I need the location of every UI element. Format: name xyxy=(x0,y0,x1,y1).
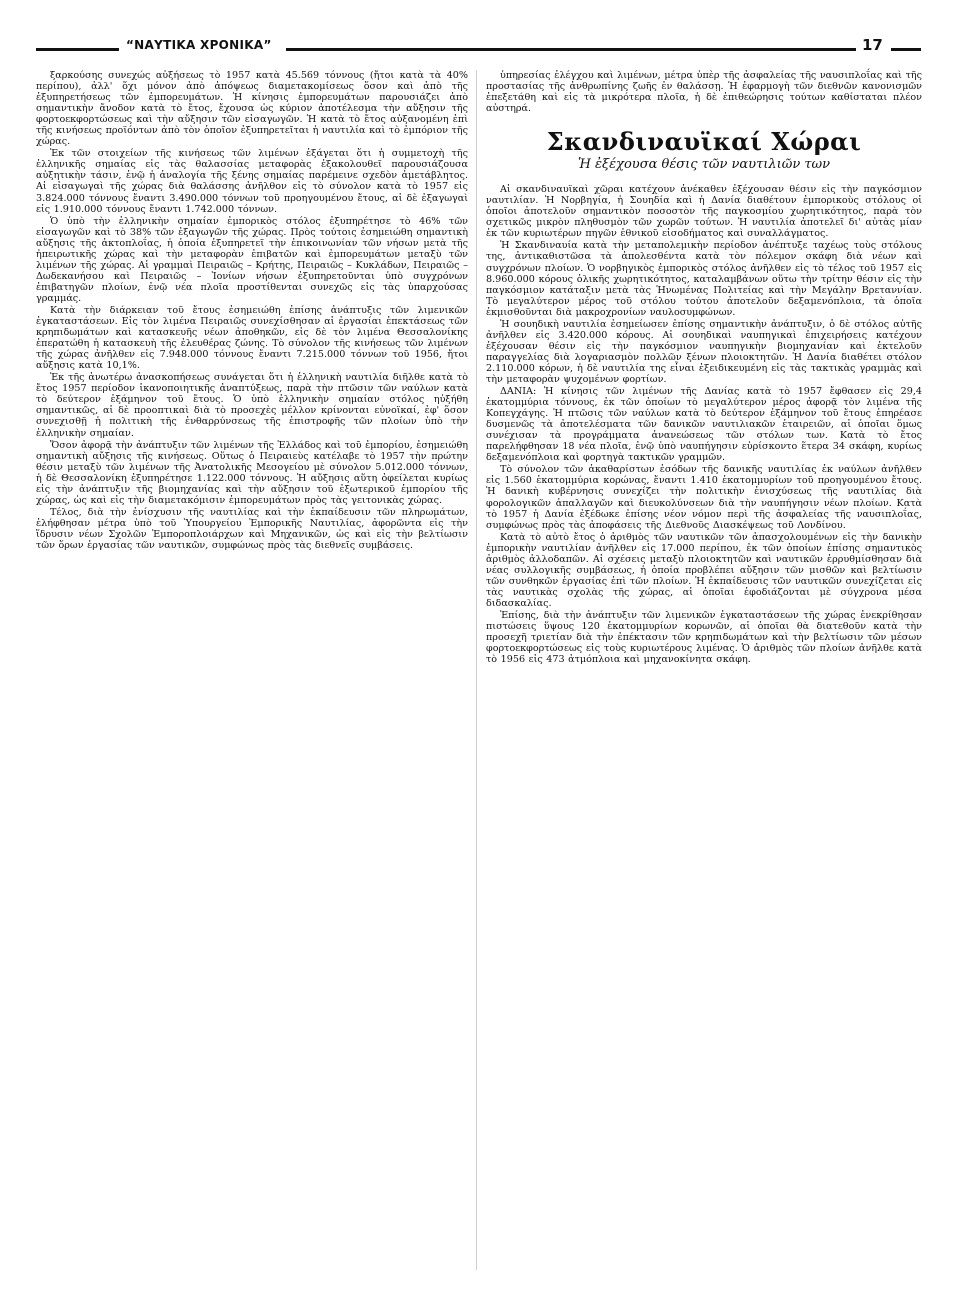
left-paragraph: Κατὰ τὴν διάρκειαν τοῦ ἔτους ἐσημειώθη ἐπίσης ἀνάπτυξις τῶν λιμενικῶν ἐγκαταστάσεων. Εἰς τὸν λιμένα Πειραιῶς συνεχίσθησαν αἱ ἐργασίαι ἐπεκτάσεως τῶν κρηπιδωμάτων καὶ κατασκευῆς νέων ἀποθηκῶν, εἰς δὲ τὸν λιμένα Θεσσαλονίκης ἐπερατώθη ἡ κατασκευὴ τῆς ἐλευθέρας ζώνης. Τὸ σύνολον τῆς κινήσεως τῶν λιμένων τῆς χώρας ἀνῆλθεν εἰς 7.948.000 τόννους ἔναντι 7.215.000 τόννων τοῦ 1956, ἤτοι αὔξησις κατὰ 10,1%. xyxy=(36,304,468,372)
left-paragraph: Ἐκ τῶν στοιχείων τῆς κινήσεως τῶν λιμένων ἐξάγεται ὅτι ἡ συμμετοχὴ τῆς ἑλληνικῆς σημαίας εἰς τὰς θαλασσίας μεταφορὰς ἐξακολουθεῖ παρουσιάζουσα αὐξητικὴν τάσιν, ἐνῷ ἡ ἀναλογία τῆς ξένης σημαίας παρέμεινε σχεδὸν ἀμετάβλητος. Αἱ εἰσαγωγαὶ τῆς χώρας διὰ θαλάσσης ἀνῆλθον εἰς τὸ σύνολον κατὰ τὸ 1957 εἰς 3.824.000 τόννους ἔναντι 3.490.000 τόννων τοῦ προηγουμένου ἔτους, αἱ δὲ ἐξαγωγαὶ εἰς 1.910.000 τόννους ἔναντι 1.742.000 τόννων. xyxy=(36,148,468,215)
left-paragraph: ξαρκούσης συνεχώς αὐξήσεως τὸ 1957 κατὰ 45.569 τόννους (ἤτοι κατὰ τὰ 40% περίπου), ἀλλ' ὅχι μόνον ἀπὸ ἀπόψεως διαμετακομίσεως ὅσον καὶ ἀπὸ τῆς ἐξυπηρετήσεως τῶν ἐμπορευμάτων. Ἡ κίνησις ἐμπορευμάτων παρουσιάζει ἀπὸ σημαντικὴν ἄνοδον κατὰ τὸ ἔτος, ἔχουσα ὡς κύριον ἀποτέλεσμα τὴν αὔξησιν τῆς φορτοεκφορτώσεως καὶ τὴν αὔξησιν τῶν εἰσαγωγῶν. Ἡ κατὰ τὸ ἔτος αὐξανομένη ἐπὶ τῆς κινήσεως προϊόντων ἀπὸ τὸν ὁποῖον ἐξυπηρετεῖται ἡ ναυτιλία καὶ τὸ ἐμπόριον τῆς χώρας. xyxy=(36,70,468,148)
left-paragraph: Ὁ ὑπὸ τὴν ἑλληνικὴν σημαίαν ἐμπορικὸς στόλος ἐξυπηρέτησε τὸ 46% τῶν εἰσαγωγῶν καὶ τὸ 38% τῶν ἐξαγωγῶν τῆς χώρας. Πρὸς τούτοις ἐσημειώθη σημαντικὴ αὔξησις τῆς ἀκτοπλοΐας, ἡ ὁποία ἐξυπηρετεῖ τὴν ἐπικοινωνίαν τῶν νήσων μετὰ τῆς ἠπειρωτικῆς χώρας καὶ τὴν μεταφορὰν ἐπιβατῶν καὶ ἐμπορευμάτων μεταξὺ τῶν λιμένων τῆς χώρας. Αἱ γραμμαὶ Πειραιῶς – Κρήτης, Πειραιῶς – Κυκλάδων, Πειραιῶς – Δωδεκανήσου καὶ Πειραιῶς – Ἰονίων νήσων ἐξυπηρετοῦνται ὑπὸ συγχρόνων ἐπιβατηγῶν πλοίων, ἐνῷ νέα πλοῖα προστίθενται συνεχῶς εἰς τὰς ὑπαρχούσας γραμμάς. xyxy=(36,215,468,304)
header-rule-right xyxy=(891,48,921,51)
section-heading xyxy=(486,128,922,174)
page-number: 17 xyxy=(862,36,883,54)
right-paragraph: Ἡ Σκανδιναυία κατὰ τὴν μεταπολεμικὴν περίοδον ἀνέπτυξε ταχέως τοὺς στόλους της, ἀντικαθιστῶσα τὰ ἀπολεσθέντα κατὰ τὸν πόλεμον σκάφη διὰ νέων καὶ συγχρόνων πλοίων. Ὁ νορβηγικὸς ἐμπορικὸς στόλος ἀνῆλθεν εἰς τὸ τέλος τοῦ 1957 εἰς 8.960.000 κόρους ὁλικῆς χωρητικότητος, καταλαμβάνων οὕτω τὴν τρίτην θέσιν εἰς τὴν παγκόσμιον κατάταξιν μετὰ τὰς Ἡνωμένας Πολιτείας καὶ τὴν Μεγάλην Βρεταννίαν. Τὸ μεγαλύτερον μέρος τοῦ στόλου τούτου ἀποτελοῦν δεξαμενόπλοια, τὰ ὁποῖα ἐκμισθοῦνται διὰ μακροχρονίων ναυλοσυμφώνων. xyxy=(486,240,922,318)
right-paragraph: Ἐπίσης, διὰ τὴν ἀνάπτυξιν τῶν λιμενικῶν ἐγκαταστάσεων τῆς χώρας ἐνεκρίθησαν πιστώσεις ὕψους 120 ἑκατομμυρίων κορωνῶν, αἱ ὁποῖαι θὰ διατεθοῦν κατὰ τὴν προσεχῆ τριετίαν διὰ τὴν ἐπέκτασιν τῶν κρηπιδωμάτων καὶ τὴν βελτίωσιν τῶν μέσων φορτοεκφορτώσεως εἰς τοὺς κυριωτέρους λιμένας. Ὁ ἀριθμὸς τῶν πλοίων ἀνῆλθε κατὰ τὸ 1956 εἰς 473 ἀτμόπλοια καὶ μηχανοκίνητα σκάφη. xyxy=(486,609,922,666)
right-paragraph: Αἱ σκανδιναυϊκαὶ χῶραι κατέχουν ἀνέκαθεν ἐξέχουσαν θέσιν εἰς τὴν παγκόσμιον ναυτιλίαν. Ἡ Νορβηγία, ἡ Σουηδία καὶ ἡ Δανία διαθέτουν ἐμπορικοὺς στόλους οἱ ὁποῖοι ἀποτελοῦν σημαντικὸν ποσοστὸν τῆς παγκοσμίου χωρητικότητος, παρὰ τὸν σχετικῶς μικρὸν πληθυσμὸν τῶν χωρῶν τούτων. Ἡ ναυτιλία ἀποτελεῖ δι' αὐτὰς μίαν ἐκ τῶν κυριωτέρων πηγῶν ἐθνικοῦ εἰσοδήματος καὶ συναλλάγματος. xyxy=(486,184,922,240)
right-paragraph: Ἡ σουηδικὴ ναυτιλία ἐσημείωσεν ἐπίσης σημαντικὴν ἀνάπτυξιν, ὁ δὲ στόλος αὐτῆς ἀνῆλθεν εἰς 3.420.000 κόρους. Αἱ σουηδικαὶ ναυπηγικαὶ ἐπιχειρήσεις κατέχουν ἐξέχουσαν θέσιν εἰς τὴν παγκόσμιον ναυπηγικὴν βιομηχανίαν καὶ ἐκτελοῦν παραγγελίας διὰ λογαριασμὸν πολλῶν ξένων πλοιοκτητῶν. Ἡ Δανία διαθέτει στόλον 2.110.000 κόρων, ἡ δὲ ναυτιλία της εἶναι ἐξειδικευμένη εἰς τὰς τακτικὰς γραμμὰς καὶ τὴν μεταφορὰν ψυχομένων φορτίων. xyxy=(486,318,922,385)
column-gutter xyxy=(476,70,477,1270)
right-column xyxy=(486,70,922,666)
page-header xyxy=(36,36,921,58)
left-column xyxy=(36,70,468,552)
right-paragraph: ΔΑΝΙΑ: Ἡ κίνησις τῶν λιμένων τῆς Δανίας κατὰ τὸ 1957 ἔφθασεν εἰς 29,4 ἑκατομμύρια τόννους, ἐκ τῶν ὁποίων τὸ μεγαλύτερον μέρος ἀφορᾷ τὸν λιμένα τῆς Κοπεγχάγης. Ἡ πτῶσις τῶν ναύλων κατὰ τὸ δεύτερον ἑξάμηνον τοῦ ἔτους ἐπηρέασε δυσμενῶς τὰ ἀποτελέσματα τῶν δανικῶν ναυτιλιακῶν ἑταιρειῶν, αἱ ὁποῖαι ὅμως συνέχισαν τὰ προγράμματα ἀνανεώσεως τῶν στόλων των. Κατὰ τὸ ἔτος παρελήφθησαν 18 νέα πλοῖα, ἐνῷ ὑπὸ ναυπήγησιν εὑρίσκοντο ἕτερα 34 σκάφη, κυρίως δεξαμενόπλοια καὶ φορτηγὰ τακτικῶν γραμμῶν. xyxy=(486,386,922,464)
section-title: Σκανδιναυϊκαί Χώραι xyxy=(546,127,862,157)
right-paragraph: Τὸ σύνολον τῶν ἀκαθαρίστων ἐσόδων τῆς δανικῆς ναυτιλίας ἐκ ναύλων ἀνῆλθεν εἰς 1.560 ἑκατομμύρια κορώνας, ἔναντι 1.410 ἑκατομμυρίων τοῦ προηγουμένου ἔτους. Ἡ δανικὴ κυβέρνησις συνεχίζει τὴν πολιτικὴν ἐνισχύσεως τῆς ναυτιλίας διὰ φορολογικῶν ἀπαλλαγῶν καὶ διευκολύνσεων διὰ τὴν ναυπήγησιν νέων πλοίων. Κατὰ τὸ 1957 ἡ Δανία ἐξέδωκε ἐπίσης νέον νόμον περὶ τῆς ἀσφαλείας τῆς ναυσιπλοΐας, συμφώνως πρὸς τὰς ἀποφάσεις τῆς Διεθνοῦς Διασκέψεως τοῦ Λονδίνου. xyxy=(486,464,922,531)
right-paragraph: Κατὰ τὸ αὐτὸ ἔτος ὁ ἀριθμὸς τῶν ναυτικῶν τῶν ἀπασχολουμένων εἰς τὴν δανικὴν ἐμπορικὴν ναυτιλίαν ἀνῆλθεν εἰς 17.000 περίπου, ἐκ τῶν ὁποίων ἐπίσης σημαντικὸς ἀριθμὸς ἀλλοδαπῶν. Αἱ σχέσεις μεταξὺ πλοιοκτητῶν καὶ ναυτικῶν ἐρρυθμίσθησαν διὰ νέας συλλογικῆς συμβάσεως, ἡ ὁποία προβλέπει αὔξησιν τῶν μισθῶν καὶ βελτίωσιν τῶν συνθηκῶν ἐργασίας ἐπὶ τῶν πλοίων. Ἡ ἐκπαίδευσις τῶν ναυτικῶν συνεχίζεται εἰς τὰς ναυτικὰς σχολὰς τῆς χώρας, αἱ ὁποῖαι ἐφοδιάζονται μὲ σύγχρονα μέσα διδασκαλίας. xyxy=(486,531,922,609)
section-subtitle: Ἡ ἐξέχουσα θέσις τῶν ναυτιλιῶν των xyxy=(577,157,831,173)
left-paragraph: Τέλος, διὰ τὴν ἐνίσχυσιν τῆς ναυτιλίας καὶ τὴν ἐκπαίδευσιν τῶν πληρωμάτων, ἐλήφθησαν μέτρα ὑπὸ τοῦ Ὑπουργείου Ἐμπορικῆς Ναυτιλίας, ἀφορῶντα εἰς τὴν ἵδρυσιν νέων Σχολῶν Ἐμποροπλοιάρχων καὶ Μηχανικῶν, ὡς καὶ εἰς τὴν βελτίωσιν τῶν ὅρων ἐργασίας τῶν ναυτικῶν, συμφώνως πρὸς τὰς διεθνεῖς συμβάσεις. xyxy=(36,506,468,551)
header-rule-left xyxy=(36,48,119,51)
right-intro-paragraph: ὑπηρεσίας ἐλέγχου καὶ λιμένων, μέτρα ὑπὲρ τῆς ἀσφαλείας τῆς ναυσιπλοΐας καὶ τῆς προστασίας τῆς ἀνθρωπίνης ζωῆς ἐν θαλάσσῃ. Ἡ ἐφαρμογὴ τῶν διεθνῶν κανονισμῶν ἐπεξετάθη καὶ εἰς τὰ μικρότερα πλοῖα, ἡ δὲ ἐπιθεώρησις τούτων καθίσταται πλέον αὐστηρά. xyxy=(486,70,922,115)
left-paragraph: Ὅσον ἀφορᾷ τὴν ἀνάπτυξιν τῶν λιμένων τῆς Ἑλλάδος καὶ τοῦ ἐμπορίου, ἐσημειώθη σημαντικὴ αὔξησις τῆς κινήσεως. Οὕτως ὁ Πειραιεὺς κατέλαβε τὸ 1957 τὴν πρώτην θέσιν μεταξὺ τῶν λιμένων τῆς Ἀνατολικῆς Μεσογείου μὲ σύνολον 5.012.000 τόννων, ἡ δὲ Θεσσαλονίκη ἐξυπηρέτησε 1.122.000 τόννους. Ἡ αὔξησις αὕτη ὀφείλεται κυρίως εἰς τὴν ἀνάπτυξιν τῆς βιομηχανίας καὶ τὴν αὔξησιν τοῦ ἐξωτερικοῦ ἐμπορίου τῆς χώρας, ὡς καὶ εἰς τὴν διαμετακόμισιν ἐμπορευμάτων πρὸς τὰς γειτονικὰς χώρας. xyxy=(36,439,468,506)
publication-title: “ΝΑΥΤΙΚΑ ΧΡΟΝΙΚΑ” xyxy=(126,38,272,52)
left-paragraph: Ἐκ τῆς ἀνωτέρω ἀνασκοπήσεως συνάγεται ὅτι ἡ ἑλληνικὴ ναυτιλία διῆλθε κατὰ τὸ ἔτος 1957 περίοδον ἱκανοποιητικῆς ἀναπτύξεως, παρὰ τὴν πτῶσιν τῶν ναύλων κατὰ τὸ δεύτερον ἑξάμηνον τοῦ ἔτους. Ὁ ὑπὸ ἑλληνικὴν σημαίαν στόλος ηὐξήθη σημαντικῶς, αἱ δὲ προοπτικαὶ διὰ τὸ προσεχὲς μέλλον κρίνονται εὐνοϊκαί, ἐφ' ὅσον συνεχισθῇ ἡ πολιτικὴ τῆς ἐνθαρρύνσεως τῆς ἐπιστροφῆς τῶν πλοίων ὑπὸ τὴν ἑλληνικὴν σημαίαν. xyxy=(36,372,468,439)
header-rule-middle xyxy=(286,48,856,51)
